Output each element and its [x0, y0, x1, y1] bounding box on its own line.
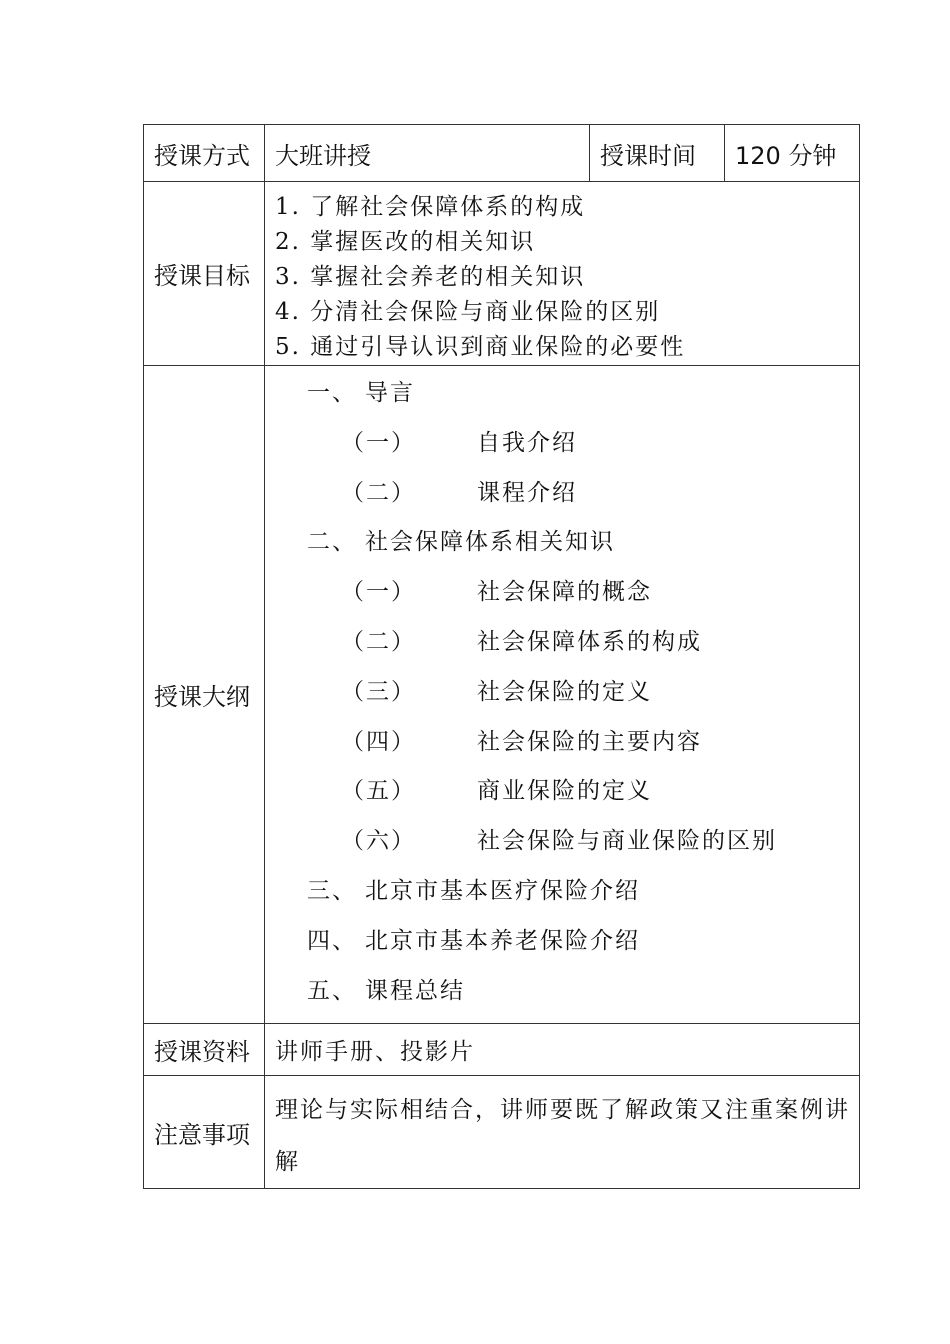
- goals-list: [265, 182, 860, 366]
- outline-text: 商业保险的定义: [477, 778, 652, 805]
- outline-item: [265, 924, 859, 974]
- outline-text: 课程介绍: [477, 479, 577, 506]
- outline-text: 社会保险的定义: [477, 678, 652, 705]
- outline-row: [144, 366, 860, 1024]
- outline-number: 一、: [307, 380, 357, 406]
- outline-number: （一）: [341, 429, 416, 456]
- outline-text: 社会保障体系的构成: [477, 628, 702, 655]
- outline-number: （二）: [341, 479, 416, 506]
- outline-item: [265, 525, 859, 575]
- outline-number: 四、: [307, 927, 357, 954]
- outline-text: 课程总结: [365, 977, 465, 1004]
- outline-subitem: [265, 575, 859, 625]
- outline-subitem: [265, 824, 859, 874]
- notes-value: 理论与实际相结合，讲师要既了解政策又注重案例讲解: [265, 1076, 860, 1189]
- outline-list: [265, 366, 860, 1024]
- method-value: 大班讲授: [265, 125, 590, 182]
- outline-text: 导言: [365, 380, 415, 406]
- outline-text: 社会保障体系相关知识: [365, 529, 615, 556]
- materials-row: [144, 1024, 860, 1076]
- outline-subitem: [265, 774, 859, 824]
- outline-subitem: [265, 675, 859, 725]
- outline-number: 二、: [307, 529, 357, 556]
- materials-value: 讲师手册、投影片: [265, 1024, 860, 1076]
- notes-row: [144, 1076, 860, 1189]
- method-row: [144, 125, 860, 182]
- outline-subitem: [265, 625, 859, 675]
- outline-number: （二）: [341, 628, 416, 655]
- outline-text: 社会保险与商业保险的区别: [477, 828, 777, 855]
- lesson-plan-table: [143, 124, 860, 1189]
- outline-text: 自我介绍: [477, 429, 577, 456]
- goals-label: 授课目标: [144, 182, 265, 366]
- goal-item: 3. 掌握社会养老的相关知识: [275, 264, 586, 290]
- time-value: 120 分钟: [725, 125, 860, 182]
- notes-label: 注意事项: [144, 1076, 265, 1189]
- outline-text: 北京市基本养老保险介绍: [365, 927, 640, 954]
- outline-number: （一）: [341, 579, 416, 606]
- outline-number: （三）: [341, 678, 416, 705]
- outline-subitem: [265, 426, 859, 476]
- outline-number: 三、: [307, 877, 357, 904]
- outline-number: 五、: [307, 977, 357, 1004]
- outline-subitem: [265, 476, 859, 526]
- goal-item: 4. 分清社会保险与商业保险的区别: [275, 299, 661, 325]
- goal-item: 1. 了解社会保障体系的构成: [275, 194, 586, 220]
- method-label: 授课方式: [144, 125, 265, 182]
- outline-text: 社会保险的主要内容: [477, 728, 702, 755]
- outline-item: [265, 376, 859, 426]
- outline-number: （四）: [341, 728, 416, 755]
- outline-subitem: [265, 725, 859, 775]
- outline-item: [265, 874, 859, 924]
- materials-label: 授课资料: [144, 1024, 265, 1076]
- goal-item: 5. 通过引导认识到商业保险的必要性: [275, 334, 686, 360]
- goals-row: [144, 182, 860, 366]
- goal-item: 2. 掌握医改的相关知识: [275, 229, 536, 255]
- outline-label: 授课大纲: [144, 366, 265, 1024]
- outline-text: 社会保障的概念: [477, 579, 652, 606]
- time-label: 授课时间: [590, 125, 725, 182]
- outline-item: [265, 974, 859, 1024]
- outline-number: （六）: [341, 828, 416, 855]
- outline-number: （五）: [341, 778, 416, 805]
- outline-text: 北京市基本医疗保险介绍: [365, 877, 640, 904]
